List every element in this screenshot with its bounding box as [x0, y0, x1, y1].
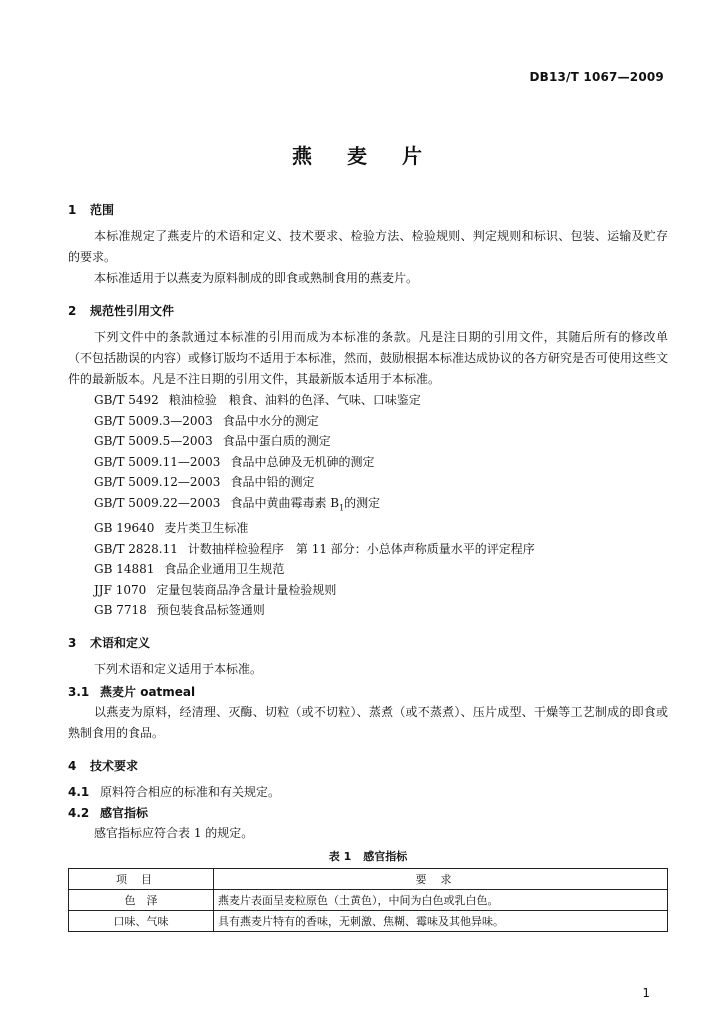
- paragraph: 下列术语和定义适用于本标准。: [94, 661, 263, 676]
- section-number: 3: [68, 635, 77, 650]
- table-row: [69, 889, 668, 910]
- reference-item: [94, 559, 668, 580]
- standard-code: DB13/T 1067—2009: [529, 70, 664, 84]
- subscript: 1: [339, 502, 345, 512]
- reference-item: [94, 493, 668, 519]
- reference-title: 预包装食品标签通则: [156, 603, 265, 618]
- subsection-4-2-heading: [68, 803, 668, 823]
- section-number: 1: [68, 203, 77, 217]
- reference-code: GB/T 5009.5—2003: [94, 434, 213, 448]
- section-number: 4: [68, 758, 77, 773]
- section-1-heading: [68, 200, 668, 220]
- section-title: 规范性引用文件: [90, 304, 175, 318]
- paragraph: 本标准规定了燕麦片的术语和定义、技术要求、检验方法、检验规则、判定规则和标识、包装、运输及贮存的要求。: [68, 229, 668, 264]
- reference-item: [94, 518, 668, 539]
- paragraph: 感官指标应符合表 1 的规定。: [94, 825, 254, 840]
- reference-title: 食品中总砷及无机砷的测定: [230, 454, 375, 469]
- reference-code: GB 19640: [94, 521, 155, 536]
- reference-item: [94, 580, 668, 601]
- reference-item: [94, 452, 668, 473]
- reference-code: GB/T 5492: [94, 393, 159, 407]
- table-cell-item: 口味、气味: [69, 910, 214, 931]
- reference-title: 粮油检验 粮食、油料的色泽、气味、口味鉴定: [168, 393, 421, 407]
- subsection-3-1-heading: [68, 682, 668, 702]
- reference-title: 定量包装商品净含量计量检验规则: [156, 582, 337, 597]
- subsection-title: 感官指标: [100, 805, 149, 820]
- reference-code: JJF 1070: [94, 582, 147, 597]
- term-chinese: 燕麦片: [100, 684, 137, 699]
- page-number: 1: [642, 986, 650, 1000]
- reference-item: [94, 390, 668, 411]
- reference-title: 计数抽样检验程序 第 11 部分：小总体声称质量水平的评定程序: [187, 541, 535, 556]
- reference-item: [94, 600, 668, 621]
- table-cell-item: 色 泽: [69, 889, 214, 910]
- table-row: [69, 910, 668, 931]
- table-caption: [68, 848, 668, 864]
- reference-title: 麦片类卫生标准: [164, 521, 249, 536]
- reference-item: [94, 472, 668, 493]
- table-number: 表 1: [328, 849, 352, 863]
- normative-references-list: [68, 390, 668, 621]
- section-2-heading: [68, 301, 668, 321]
- paragraph: 本标准适用于以燕麦为原料制成的即食或熟制食用的燕麦片。: [94, 271, 419, 285]
- section-3-heading: [68, 633, 668, 653]
- reference-item: [94, 431, 668, 452]
- reference-title: 食品中黄曲霉毒素 B: [230, 495, 340, 510]
- section-number: 2: [68, 304, 77, 318]
- clause-4-1: [68, 782, 668, 803]
- section-title: 技术要求: [90, 758, 139, 773]
- clause-number: 4.1: [68, 784, 90, 799]
- section-title: 术语和定义: [90, 635, 151, 650]
- paragraph: 下列文件中的条款通过本标准的引用而成为本标准的条款。凡是注日期的引用文件，其随后所有的修改单（不包括勘误的内容）或修订版均不适用于本标准，然而，鼓励根据本标准达成协议的各方研究是否可使用这些文件的最新版本。凡是不注日期的引用文件，其最新版本适用于本标准。: [68, 330, 669, 386]
- column-header-requirement: 要求: [214, 868, 668, 889]
- subsection-number: 3.1: [68, 684, 90, 699]
- document-title: 燕 麦 片: [292, 144, 436, 168]
- reference-title: 食品中水分的测定: [222, 413, 319, 428]
- table-title: 感官指标: [363, 849, 408, 863]
- reference-code: GB/T 5009.3—2003: [94, 413, 213, 428]
- sensory-indicators-table: [68, 868, 668, 932]
- reference-title: 食品中铅的测定: [230, 475, 315, 489]
- reference-item: [94, 539, 668, 560]
- section-4-heading: [68, 756, 668, 776]
- clause-text: 原料符合相应的标准和有关规定。: [100, 784, 281, 799]
- term-definition: 以燕麦为原料，经清理、灭酶、切粒（或不切粒）、蒸煮（或不蒸煮）、压片成型、干燥等工艺制成的即食或熟制食用的食品。: [68, 704, 668, 740]
- reference-title-tail: 的测定: [344, 495, 381, 510]
- section-title: 范围: [90, 203, 115, 217]
- document-body: [68, 200, 668, 932]
- reference-title: 食品企业通用卫生规范: [164, 562, 285, 577]
- subsection-number: 4.2: [68, 805, 90, 820]
- reference-code: GB/T 5009.22—2003: [94, 495, 221, 510]
- column-header-item: 项目: [69, 868, 214, 889]
- term-english: oatmeal: [140, 684, 196, 699]
- table-header-row: [69, 868, 668, 889]
- reference-code: GB 7718: [94, 603, 147, 618]
- reference-code: GB/T 2828.11: [94, 541, 178, 556]
- table-cell-requirement: 燕麦片表面呈麦粒原色（土黄色），中间为白色或乳白色。: [214, 889, 668, 910]
- table-cell-requirement: 具有燕麦片特有的香味，无刺激、焦糊、霉味及其他异味。: [214, 910, 668, 931]
- reference-code: GB/T 5009.12—2003: [94, 475, 221, 489]
- reference-title: 食品中蛋白质的测定: [222, 434, 331, 448]
- reference-item: [94, 411, 668, 432]
- reference-code: GB 14881: [94, 562, 155, 577]
- reference-code: GB/T 5009.11—2003: [94, 454, 221, 469]
